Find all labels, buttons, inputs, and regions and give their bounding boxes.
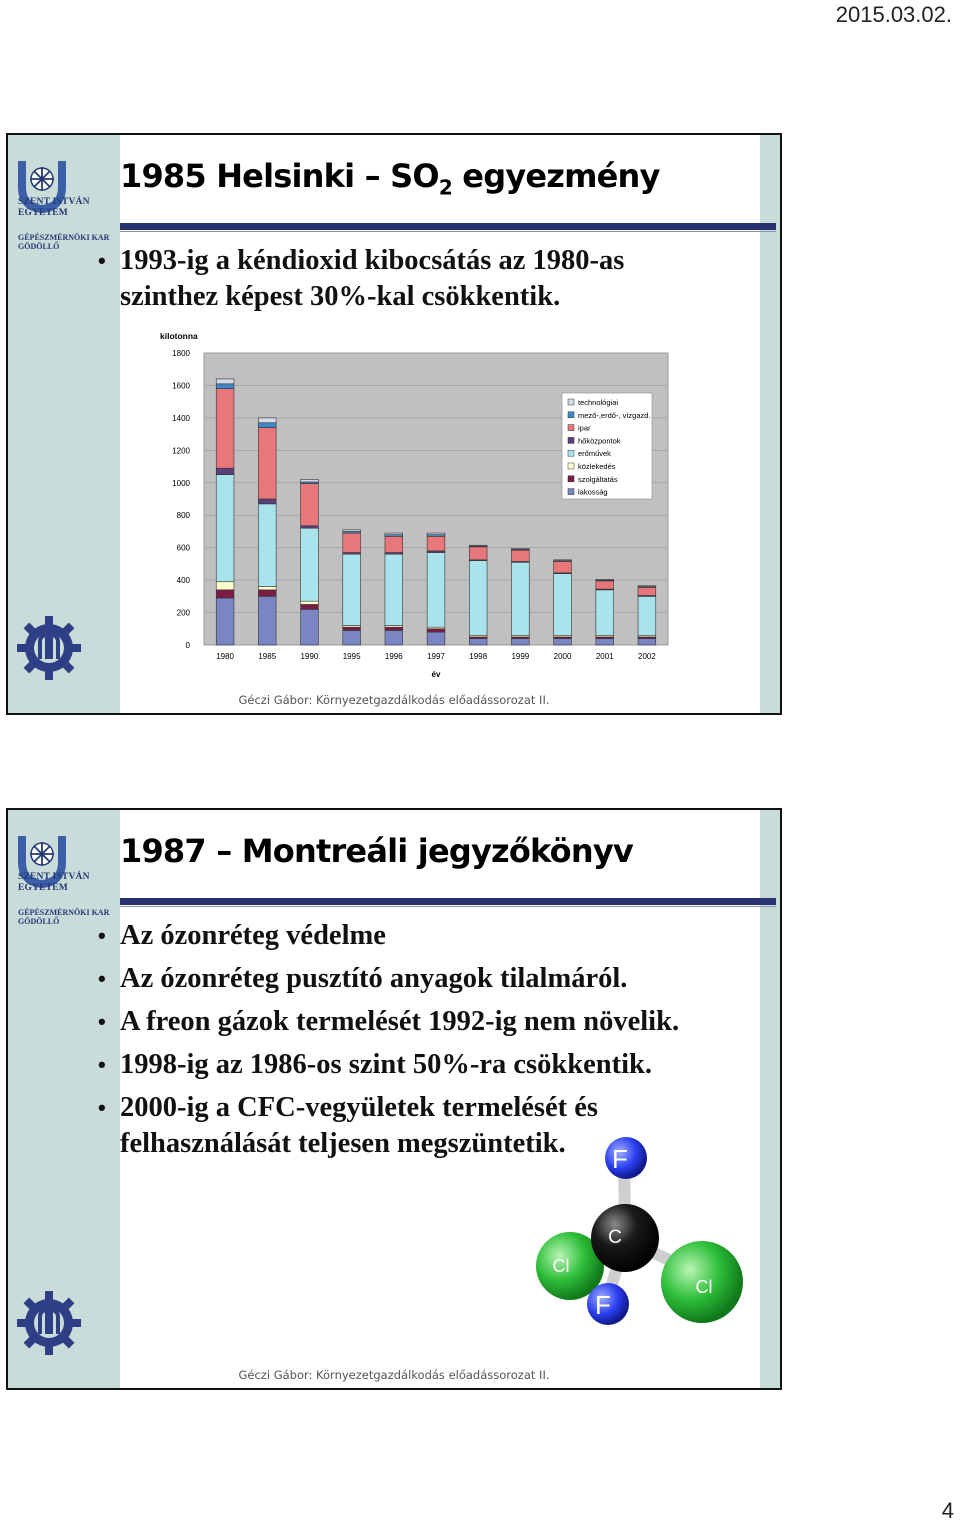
bar-segment bbox=[301, 601, 319, 604]
bar-segment bbox=[596, 639, 614, 645]
slide-footer: Géczi Gábor: Környezetgazdálkodás előadássorozat II. bbox=[238, 1368, 550, 1382]
bullet-list bbox=[98, 918, 679, 1162]
bullet-text: 2000-ig a CFC-vegyületek termelését és bbox=[120, 1092, 599, 1123]
atom-label-center: C bbox=[608, 1227, 622, 1248]
bar-segment bbox=[427, 533, 445, 535]
page-date: 2015.03.02. bbox=[835, 2, 952, 27]
legend-swatch bbox=[568, 450, 574, 456]
so2-emission-chart bbox=[148, 327, 682, 691]
university-name-line1: SZENT ISTVÁN bbox=[18, 872, 90, 882]
x-tick-label: 1985 bbox=[258, 652, 277, 661]
bar-segment bbox=[469, 561, 487, 636]
bar-segment bbox=[512, 550, 530, 561]
legend-swatch bbox=[568, 399, 574, 405]
atom-label-left: Cl bbox=[552, 1256, 570, 1276]
x-tick-label: 1980 bbox=[216, 652, 234, 661]
title-underline-bar bbox=[120, 898, 776, 905]
faculty-line2: GÖDÖLLŐ bbox=[18, 242, 60, 251]
university-name bbox=[18, 197, 90, 219]
y-tick-label: 1800 bbox=[172, 349, 190, 358]
bar-segment bbox=[343, 530, 361, 532]
legend-label: mező-,erdő-, vízgazd. bbox=[578, 410, 651, 420]
bar-segment bbox=[512, 562, 530, 635]
atom-label-bottom: F bbox=[595, 1290, 611, 1320]
bar-segment bbox=[216, 379, 234, 384]
bullet-item: • Az ózonréteg pusztító anyagok tilalmáról. bbox=[98, 961, 679, 997]
legend-swatch bbox=[568, 476, 574, 482]
y-tick-label: 0 bbox=[185, 641, 190, 650]
faculty-line1: GÉPÉSZMÉRNÖKI KAR bbox=[18, 233, 110, 242]
bar-segment bbox=[301, 484, 319, 526]
y-tick-label: 1000 bbox=[172, 478, 190, 488]
chart-canvas bbox=[148, 327, 682, 691]
slide-right-band bbox=[760, 135, 780, 713]
legend-swatch bbox=[568, 437, 574, 443]
legend-swatch bbox=[568, 489, 574, 495]
bar-segment bbox=[512, 548, 530, 549]
slide-title bbox=[120, 157, 660, 199]
bar-segment bbox=[638, 639, 656, 645]
bar-segment bbox=[385, 533, 403, 535]
title-underline-bar bbox=[120, 223, 776, 230]
bar-segment bbox=[638, 587, 656, 595]
title-underline-line bbox=[120, 906, 776, 907]
slide-title-main: 1985 Helsinki – SO bbox=[120, 157, 439, 195]
y-axis-title: kilotonna bbox=[160, 331, 198, 341]
bar-segment bbox=[216, 475, 234, 582]
x-tick-label: 2002 bbox=[638, 652, 656, 661]
faculty-line1: GÉPÉSZMÉRNÖKI KAR bbox=[18, 908, 110, 917]
y-tick-label: 400 bbox=[176, 576, 190, 586]
bullet-item bbox=[98, 243, 624, 315]
bullet-text-continued: felhasználását teljesen megszüntetik. bbox=[120, 1128, 566, 1159]
x-tick-label: 1998 bbox=[469, 652, 488, 661]
x-tick-labels bbox=[216, 652, 656, 661]
bullet-text: 1993-ig a kéndioxid kibocsátás az 1980-as bbox=[120, 245, 625, 276]
legend-swatch bbox=[568, 463, 574, 469]
bar-segment bbox=[385, 627, 403, 630]
bar-segment bbox=[301, 609, 319, 645]
bar-segment bbox=[216, 582, 234, 590]
y-tick-label: 600 bbox=[176, 543, 190, 553]
bar-segment bbox=[385, 554, 403, 625]
slide-footer: Géczi Gábor: Környezetgazdálkodás előadássorozat II. bbox=[238, 693, 550, 707]
bar-segment bbox=[343, 627, 361, 630]
bar-segment bbox=[343, 554, 361, 625]
bar-segment bbox=[258, 499, 276, 504]
slide-title-tail: egyezmény bbox=[451, 157, 660, 195]
bar-segment bbox=[216, 389, 234, 468]
bar-segment bbox=[427, 629, 445, 632]
atom-label-top: F bbox=[612, 1144, 628, 1174]
faculty-gear-icon bbox=[16, 615, 82, 681]
bullet-list bbox=[98, 243, 624, 315]
bar-segment bbox=[596, 581, 614, 589]
x-tick-label: 1995 bbox=[342, 652, 361, 661]
title-underline-line bbox=[120, 231, 776, 232]
legend-label: erőművek bbox=[578, 449, 611, 459]
bar-segment bbox=[638, 596, 656, 635]
x-tick-label: 1990 bbox=[300, 652, 319, 661]
university-name bbox=[18, 872, 90, 894]
bullet-item: • Az ózonréteg védelme bbox=[98, 918, 679, 954]
bar-segment bbox=[301, 526, 319, 528]
legend-label: szolgáltatás bbox=[578, 474, 618, 484]
bullet-item: • A freon gázok termelését 1992-ig nem növelik. bbox=[98, 1004, 679, 1040]
university-name-line1: SZENT ISTVÁN bbox=[18, 197, 90, 207]
legend-swatch bbox=[568, 412, 574, 418]
bar-segment bbox=[301, 480, 319, 482]
legend-label: közlekedés bbox=[578, 462, 616, 471]
atom-label-right: Cl bbox=[695, 1277, 713, 1297]
bar-segment bbox=[258, 418, 276, 423]
bar-segment bbox=[554, 560, 572, 561]
faculty-line2: GÖDÖLLŐ bbox=[18, 917, 60, 926]
university-name-line2: EGYETEM bbox=[18, 208, 68, 218]
y-tick-label: 1400 bbox=[172, 413, 190, 423]
bar-segment bbox=[469, 639, 487, 645]
bar-segment bbox=[638, 586, 656, 587]
bar-segment bbox=[216, 598, 234, 645]
x-tick-label: 2000 bbox=[553, 652, 572, 661]
carbon-atom bbox=[591, 1204, 659, 1272]
bar-segment bbox=[427, 632, 445, 645]
y-tick-labels bbox=[172, 349, 190, 650]
bar-segment bbox=[554, 574, 572, 636]
y-tick-label: 800 bbox=[176, 511, 190, 521]
bar-segment bbox=[258, 504, 276, 587]
bar-segment bbox=[216, 590, 234, 598]
legend-label: technológiai bbox=[578, 398, 619, 407]
faculty-gear-icon bbox=[16, 1290, 82, 1356]
legend-swatch bbox=[568, 425, 574, 431]
bar-segment bbox=[469, 547, 487, 560]
bar-segment bbox=[301, 528, 319, 601]
slide-helsinki bbox=[6, 133, 782, 715]
bar-segment bbox=[596, 579, 614, 580]
faculty-name bbox=[18, 908, 109, 926]
y-tick-label: 200 bbox=[176, 608, 190, 618]
bar-segment bbox=[258, 423, 276, 428]
university-name-line2: EGYETEM bbox=[18, 883, 68, 893]
x-tick-label: 1997 bbox=[427, 652, 445, 661]
bar-segment bbox=[596, 590, 614, 635]
bar-segment bbox=[554, 561, 572, 572]
bar-segment bbox=[258, 428, 276, 499]
bar-segment bbox=[301, 604, 319, 609]
legend-label: lakosság bbox=[578, 487, 608, 497]
faculty-name bbox=[18, 233, 109, 251]
bar-segment bbox=[554, 639, 572, 645]
cfc-molecule-illustration bbox=[528, 1130, 768, 1330]
bar-segment bbox=[469, 545, 487, 546]
legend-label: ipar bbox=[578, 423, 591, 433]
bar-segment bbox=[258, 590, 276, 596]
slide-sidebar bbox=[8, 135, 120, 713]
bar-segment bbox=[258, 587, 276, 590]
slide-title-subscript: 2 bbox=[438, 175, 452, 200]
y-tick-label: 1600 bbox=[172, 381, 190, 391]
bar-segment bbox=[427, 553, 445, 628]
y-tick-label: 1200 bbox=[172, 446, 190, 456]
x-axis-title: év bbox=[431, 670, 441, 679]
bar-segment bbox=[216, 468, 234, 474]
bar-segment bbox=[512, 639, 530, 645]
bar-segment bbox=[258, 596, 276, 645]
x-tick-label: 1996 bbox=[384, 652, 403, 661]
bar-segment bbox=[343, 630, 361, 645]
x-tick-label: 2001 bbox=[595, 652, 614, 661]
bullet-item: • 1998-ig az 1986-os szint 50%-ra csökkentik. bbox=[98, 1047, 679, 1083]
x-tick-label: 1999 bbox=[511, 652, 530, 661]
page-number: 4 bbox=[941, 1498, 954, 1523]
legend-label: hőközpontok bbox=[578, 436, 621, 446]
slide-title: 1987 – Montreáli jegyzőkönyv bbox=[120, 832, 633, 870]
bullet-text-continued: szinthez képest 30%-kal csökkentik. bbox=[120, 281, 561, 312]
bar-segment bbox=[385, 630, 403, 645]
bar-segment bbox=[427, 536, 445, 551]
bar-segment bbox=[343, 533, 361, 552]
bar-segment bbox=[385, 536, 403, 552]
bar-segment bbox=[216, 384, 234, 389]
slide-montreal bbox=[6, 808, 782, 1390]
